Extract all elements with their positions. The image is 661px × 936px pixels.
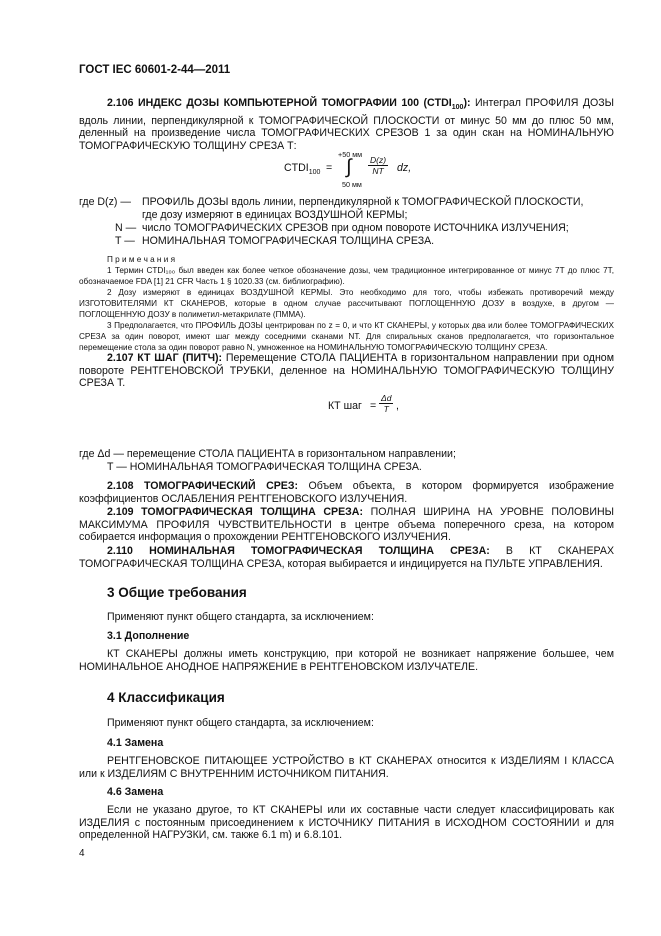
- section-3-1-text: КТ СКАНЕРЫ должны иметь конструкцию, при которой не возникает напряжение большее, чем НОМИНАЛЬНОЕ АНОДНОЕ НАПРЯЖЕНИЕ в РЕНТГЕНОВСКОМ ИЗЛУЧАТЕЛЕ.: [79, 648, 614, 673]
- clause-number: 2.110: [107, 545, 133, 557]
- clause-2-107: [79, 352, 614, 390]
- formula-tail: ,: [396, 400, 399, 412]
- clause-2-108: [79, 480, 614, 505]
- section-4-title: 4 Классификация: [107, 690, 225, 705]
- clause-2-106: [79, 97, 614, 152]
- clause-text: Перемещение СТОЛА ПАЦИЕНТА в горизонтальном направлении при одном повороте РЕНТГЕНОВСКОЙ ТРУБКИ, деленное на НОМИНАЛЬНУЮ ТОМОГРАФИЧЕСКУЮ ТОЛЩИНУ СРЕЗА T.: [79, 352, 614, 390]
- clause-title: ИНДЕКС ДОЗЫ КОМПЬЮТЕРНОЙ ТОМОГРАФИИ 100 (CTDI: [138, 97, 452, 109]
- section-4-intro: Применяют пункт общего стандарта, за исключением:: [107, 717, 374, 729]
- pitch-formula: [328, 393, 418, 421]
- formula-lhs: CTDI: [284, 162, 309, 174]
- clause-number: 2.109: [107, 506, 134, 518]
- fraction-denominator: NT: [372, 166, 384, 176]
- clause-title: ТОМОГРАФИЧЕСКИЙ СРЕЗ:: [144, 480, 299, 492]
- fraction-numerator: Δd: [381, 393, 392, 403]
- clause-number: 2.106: [107, 97, 134, 109]
- section-3-intro: Применяют пункт общего стандарта, за исключением:: [107, 611, 374, 623]
- definition-text: НОМИНАЛЬНАЯ ТОМОГРАФИЧЕСКАЯ ТОЛЩИНА СРЕЗА.: [142, 235, 435, 247]
- clause-title: КТ ШАГ (ПИТЧ):: [137, 352, 223, 364]
- clause-title: НОМИНАЛЬНАЯ ТОМОГРАФИЧЕСКАЯ ТОЛЩИНА СРЕЗА:: [149, 545, 490, 557]
- definition-text: число ТОМОГРАФИЧЕСКИХ СРЕЗОВ при одном повороте ИСТОЧНИКА ИЗЛУЧЕНИЯ;: [142, 222, 569, 234]
- document-header: ГОСТ IEC 60601-2-44—2011: [79, 64, 231, 76]
- formula-eq: =: [326, 162, 333, 174]
- clause-title-end: ):: [463, 97, 471, 109]
- clause-text: В КТ СКАНЕРАХ ТОМОГРАФИЧЕСКАЯ ТОЛЩИНА СРЕЗА, которая выбирается и индицируется на ПУЛЬТЕ УПРАВЛЕНИЯ.: [79, 545, 615, 570]
- definition-row: T — НОМИНАЛЬНАЯ ТОМОГРАФИЧЕСКАЯ ТОЛЩИНА СРЕЗА.: [107, 461, 422, 473]
- fraction-denominator: T: [383, 404, 389, 414]
- fraction-numerator: D(z): [370, 155, 387, 165]
- formula-fraction: [368, 155, 388, 176]
- clause-text: Объем объекта, в котором формируется изображение коэффициентов ОСЛАБЛЕНИЯ РЕНТГЕНОВСКОГО ИЗЛУЧЕНИЯ.: [79, 480, 614, 505]
- clause-number: 2.107: [107, 352, 134, 364]
- clause-title-sub: 100: [451, 104, 464, 112]
- integral-lower-limit: 50 мм: [342, 180, 362, 189]
- integral-upper-limit: +50 мм: [338, 150, 363, 159]
- ctdi-formula: [284, 150, 434, 192]
- definition-cont: где дозу измеряют в единицах ВОЗДУШНОЙ КЕРМЫ;: [142, 209, 408, 221]
- formula-fraction: [379, 393, 393, 414]
- integral-sign: ∫: [346, 156, 352, 178]
- formula-lhs: КТ шаг: [328, 400, 362, 412]
- section-3-1-title: 3.1 Дополнение: [107, 630, 190, 642]
- section-4-1-title: 4.1 Замена: [107, 737, 164, 749]
- section-4-1-text: РЕНТГЕНОВСКОЕ ПИТАЮЩЕЕ УСТРОЙСТВО в КТ СКАНЕРАХ относится к ИЗДЕЛИЯМ I КЛАССА или к ИЗДЕЛИЯМ С ВНУТРЕННИМ ИСТОЧНИКОМ ПИТАНИЯ.: [79, 755, 614, 780]
- note-3: 3 Предполагается, что ПРОФИЛЬ ДОЗЫ центрирован по z = 0, и что КТ СКАНЕРЫ, у которых два или более ТОМОГРАФИЧЕСКИХ СРЕЗА за один поворот, имеют шаг между соседними сканами NT. Для спиральных сканов предполагается, что горизонтальное перемещение стола за один поворот равно N, умноженное на НОМИНАЛЬНУЮ ТОМОГРАФИЧЕСКУЮ ТОЛЩИНУ СРЕЗА.: [79, 321, 614, 352]
- section-4-6-title: 4.6 Замена: [107, 786, 164, 798]
- note-2: 2 Дозу измеряют в единицах ВОЗДУШНОЙ КЕРМЫ. Это необходимо для того, чтобы избежать противоречий между ИЗГОТОВИТЕЛЯМИ КТ СКАНЕРОВ, которые в одном случае рассчитывают ПОГЛОЩЕННУЮ ДОЗУ в воздухе, в другом — ПОГЛОЩЕННУЮ ДОЗУ в полиметил-метакрилате (ПММА).: [79, 288, 614, 319]
- section-3-title: 3 Общие требования: [107, 585, 247, 600]
- definition-symbol: T —: [115, 235, 135, 247]
- clause-2-109: [79, 506, 614, 544]
- formula-lhs-sub: 100: [308, 169, 321, 177]
- clause-title: ТОМОГРАФИЧЕСКАЯ ТОЛЩИНА СРЕЗА:: [141, 506, 363, 518]
- formula-eq: =: [370, 400, 377, 412]
- page-number: 4: [79, 848, 85, 859]
- clause-text: Интеграл ПРОФИЛЯ ДОЗЫ вдоль линии, перпендикулярной к ТОМОГРАФИЧЕСКОЙ ПЛОСКОСТИ от минус 50 мм до плюс 50 мм, деленный на произведение числа ТОМОГРАФИЧЕСКИХ СРЕЗОВ 1 за один скан на НОМИНАЛЬНУЮ ТОМОГРАФИЧЕСКУЮ ТОЛЩИНУ СРЕЗА Т:: [79, 97, 615, 152]
- notes-heading: П р и м е ч а н и я: [107, 255, 176, 264]
- clause-text: ПОЛНАЯ ШИРИНА НА УРОВНЕ ПОЛОВИНЫ МАКСИМУМА ПРОФИЛЯ ЧУВСТВИТЕЛЬНОСТИ в центре объема поперечного среза, на котором собирается информация о прохождении РЕНТГЕНОВСКОГО ИЗЛУЧЕНИЯ.: [79, 506, 614, 544]
- note-1: 1 Термин CTDI₁₀₀ был введен как более четкое обозначение дозы, чем традиционное интегрированное от минус 7T до плюс 7T, обозначаемое FDA [1] 21 CFR Часть 1 § 1020.33 (см. библиографию).: [79, 266, 614, 286]
- definition-symbol: где D(z) —: [79, 196, 131, 208]
- definition-text: ПРОФИЛЬ ДОЗЫ вдоль линии, перпендикулярной к ТОМОГРАФИЧЕСКОЙ ПЛОСКОСТИ,: [142, 196, 584, 208]
- formula-tail: dz,: [397, 162, 412, 174]
- section-4-6-text: Если не указано другое, то КТ СКАНЕРЫ или их составные части следует классифицировать как ИЗДЕЛИЯ с постоянным присоединением к ИСТОЧНИКУ ПИТАНИЯ в ИСХОДНОМ СОСТОЯНИИ и для определенной НАГРУЗКИ, см. также 6.1 m) и 6.8.101.: [79, 804, 614, 842]
- clause-number: 2.108: [107, 480, 134, 492]
- definition-symbol: N —: [115, 222, 137, 234]
- definition-row: где Δd — перемещение СТОЛА ПАЦИЕНТА в горизонтальном направлении;: [79, 448, 456, 460]
- clause-2-110: [79, 545, 614, 570]
